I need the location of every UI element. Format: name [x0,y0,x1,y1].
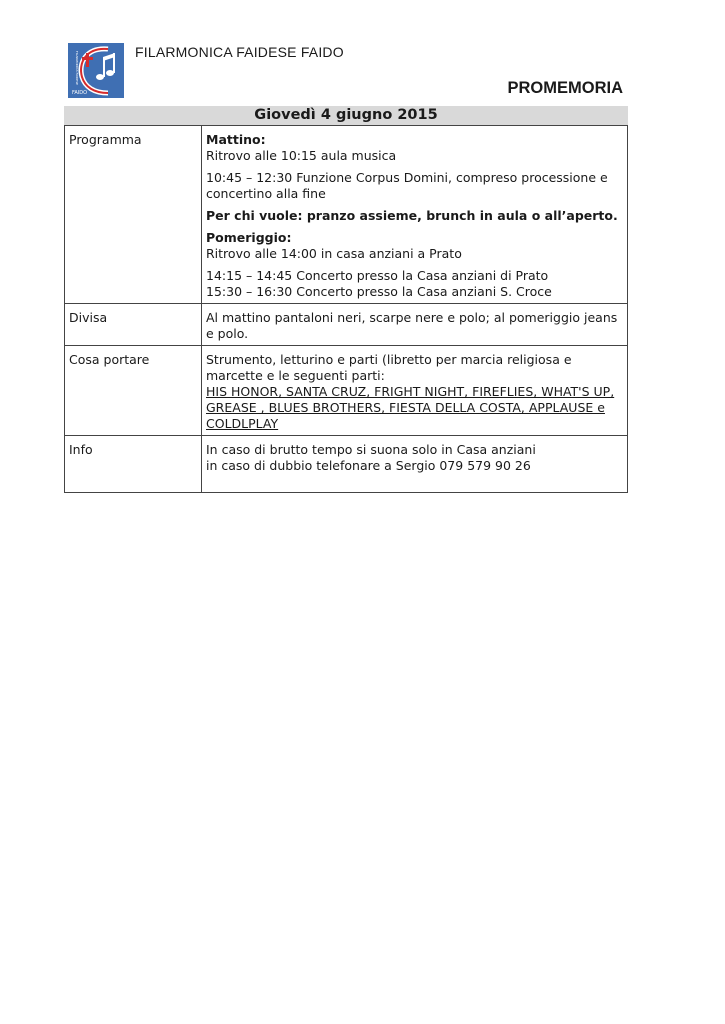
row-label-programma: Programma [65,126,202,304]
concerto-prato: 14:15 – 14:45 Concerto presso la Casa anziani di Prato [206,268,549,283]
date-bar: Giovedì 4 giugno 2015 [64,106,628,125]
table-row-info [65,436,628,493]
logo-vertical-text: FILARMONICA FAIDESE [75,51,79,86]
table-row-programma [65,126,628,304]
cosa-portare-content [202,346,628,436]
schedule-table [64,125,628,493]
table-row-divisa [65,304,628,346]
info-line-2: in caso di dubbio telefonare a Sergio 079 579 90 26 [206,458,531,473]
divisa-text: Al mattino pantaloni neri, scarpe nere e polo; al pomeriggio jeans e polo. [202,304,628,346]
programma-content [202,126,628,304]
row-label-divisa: Divisa [65,304,202,346]
cosa-portare-text: Strumento, letturino e parti (libretto per marcia religiosa e marcette e le seguenti parti: [206,352,572,383]
filarmonica-logo [68,43,124,98]
row-label-info: Info [65,436,202,493]
row-label-cosa-portare: Cosa portare [65,346,202,436]
pomeriggio-line: Ritrovo alle 14:00 in casa anziani a Prato [206,246,462,261]
mattino-line: Ritrovo alle 10:15 aula musica [206,148,397,163]
org-name: FILARMONICA FAIDESE FAIDO [135,44,344,60]
document-title: PROMEMORIA [507,79,623,97]
pranzo-text: Per chi vuole: pranzo assieme, brunch in aula o all’aperto. [206,208,618,223]
concerto-santa-croce: 15:30 – 16:30 Concerto presso la Casa anziani S. Croce [206,284,552,299]
pieces-list: HIS HONOR, SANTA CRUZ, FRIGHT NIGHT, FIREFLIES, WHAT'S UP, GREASE , BLUES BROTHERS, FIESTA DELLA COSTA, APPLAUSE e COLDLPLAY [206,384,615,431]
funzione-text: 10:45 – 12:30 Funzione Corpus Domini, compreso processione e concertino alla fine [206,170,608,201]
info-content [202,436,628,493]
logo-text: FAIDO [72,90,88,96]
table-row-cosa-portare [65,346,628,436]
mattino-heading: Mattino: [206,132,266,147]
info-line-1: In caso di brutto tempo si suona solo in Casa anziani [206,442,536,457]
pomeriggio-heading: Pomeriggio: [206,230,292,245]
